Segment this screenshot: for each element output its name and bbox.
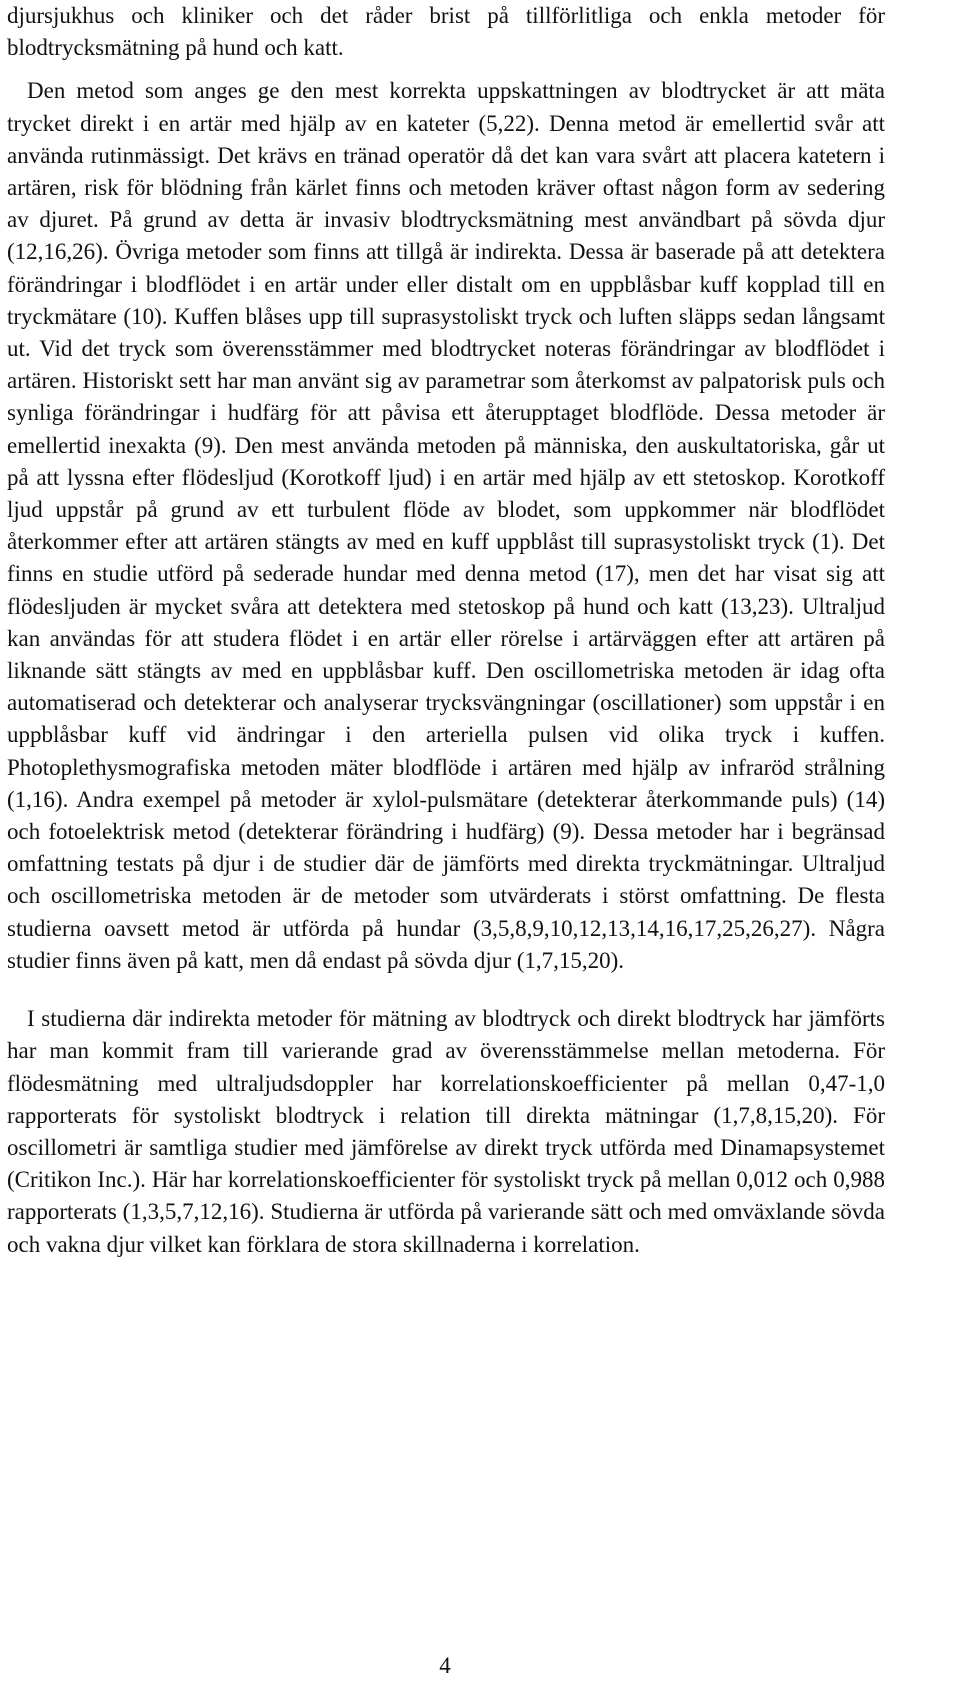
paragraph-blood-pressure-methods: Den metod som anges ge den mest korrekta uppskattningen av blodtrycket är att mäta trycket direkt i en artär med hjälp av en kateter (5,22). Denna metod är emellertid svår att använda rutinmässigt. Det krävs en tränad operatör då det kan vara svårt att placera katetern i artären, risk för blödning från kärlet finns och metoden kräver oftast någon form av sedering av djuret. På grund av detta är invasiv blodtrycksmätning mest användbart på sövda djur (12,16,26). Övriga metoder som finns att tillgå är indirekta. Dessa är baserade på att detektera förändringar i blodflödet i en artär under eller distalt om en uppblåsbar kuff kopplad till en tryckmätare (10). Kuffen blåses upp till suprasystoliskt tryck och luften släpps sedan långsamt ut. Vid det tryck som överensstämmer med blodtrycket noteras förändringar av blodflödet i artären. Historiskt sett har man använt sig av parametrar som återkomst av palpatorisk puls och synliga förändringar i hudfärg för att påvisa ett återupptaget blodflöde. Dessa metoder är emellertid inexakta (9). Den mest använda metoden på människa, den auskultatoriska, går ut på att lyssna efter flödesljud (Korotkoff ljud) i en artär med hjälp av ett stetoskop. Korotkoff ljud uppstår på grund av ett turbulent flöde av blodet, som uppkommer när blodflödet återkommer efter att artären stängts av med en kuff uppblåst till suprasystoliskt tryck (1). Det finns en studie utförd på sederade hundar med denna metod (17), men det har visat sig att flödesljuden är mycket svåra att detektera med stetoskop på hund och katt (13,23). Ultraljud kan användas för att studera flödet i en artär eller rörelse i artärväggen efter att artären på liknande sätt stängts av med en uppblåsbar kuff. Den oscillometriska metoden är idag ofta automatiserad och detekterar och analyserar trycksvängningar (oscillationer) som uppstår i en uppblåsbar kuff vid ändringar i den arteriella pulsen vid olika tryck i kuffen. Photoplethysmografiska metoden mäter blodflöde i artären med hjälp av infraröd strålning (1,16). Andra exempel på metoder är xylol-pulsmätare (detekterar återkommande puls) (14) och fotoelektrisk metod (detekterar förändring i hudfärg) (9). Dessa metoder har i begränsad omfattning testats på djur i de studier där de jämförts med direkta tryckmätningar. Ultraljud och oscillometriska metoden är de metoder som utvärderats i störst omfattning. De flesta studierna oavsett metod är utförda på hundar (3,5,8,9,10,12,13,14,16,17,25,26,27). Några studier finns även på katt, men då endast på sövda djur (1,7,15,20). xyxy=(7,78,885,973)
paragraph-method-comparison: I studierna där indirekta metoder för mätning av blodtryck och direkt blodtryck har jämförts har man kommit fram till varierande grad av överensstämmelse mellan metoderna. För flödesmätning med ultraljudsdoppler har korrelationskoefficienter på mellan 0,47-1,0 rapporterats för systoliskt blodtryck i relation till direkta mätningar (1,7,8,15,20). För oscillometri är samtliga studier med jämförelse av direkt tryck utförda med Dinamapsystemet (Critikon Inc.). Här har korrelationskoefficienter för systoliskt tryck på mellan 0,012 och 0,988 rapporterats (1,3,5,7,12,16). Studierna är utförda på varierande sätt och med omväxlande sövda och vakna djur vilket kan förklara de stora skillnaderna i korrelation. xyxy=(7,1006,885,1257)
paragraph-continued: djursjukhus och kliniker och det råder brist på tillförlitliga och enkla metoder för blodtrycksmätning på hund och katt. xyxy=(7,3,885,61)
paragraph-gap xyxy=(7,64,885,75)
paragraph-gap xyxy=(7,977,885,1003)
page-number: 4 xyxy=(439,1653,451,1678)
document-page xyxy=(7,0,885,1261)
